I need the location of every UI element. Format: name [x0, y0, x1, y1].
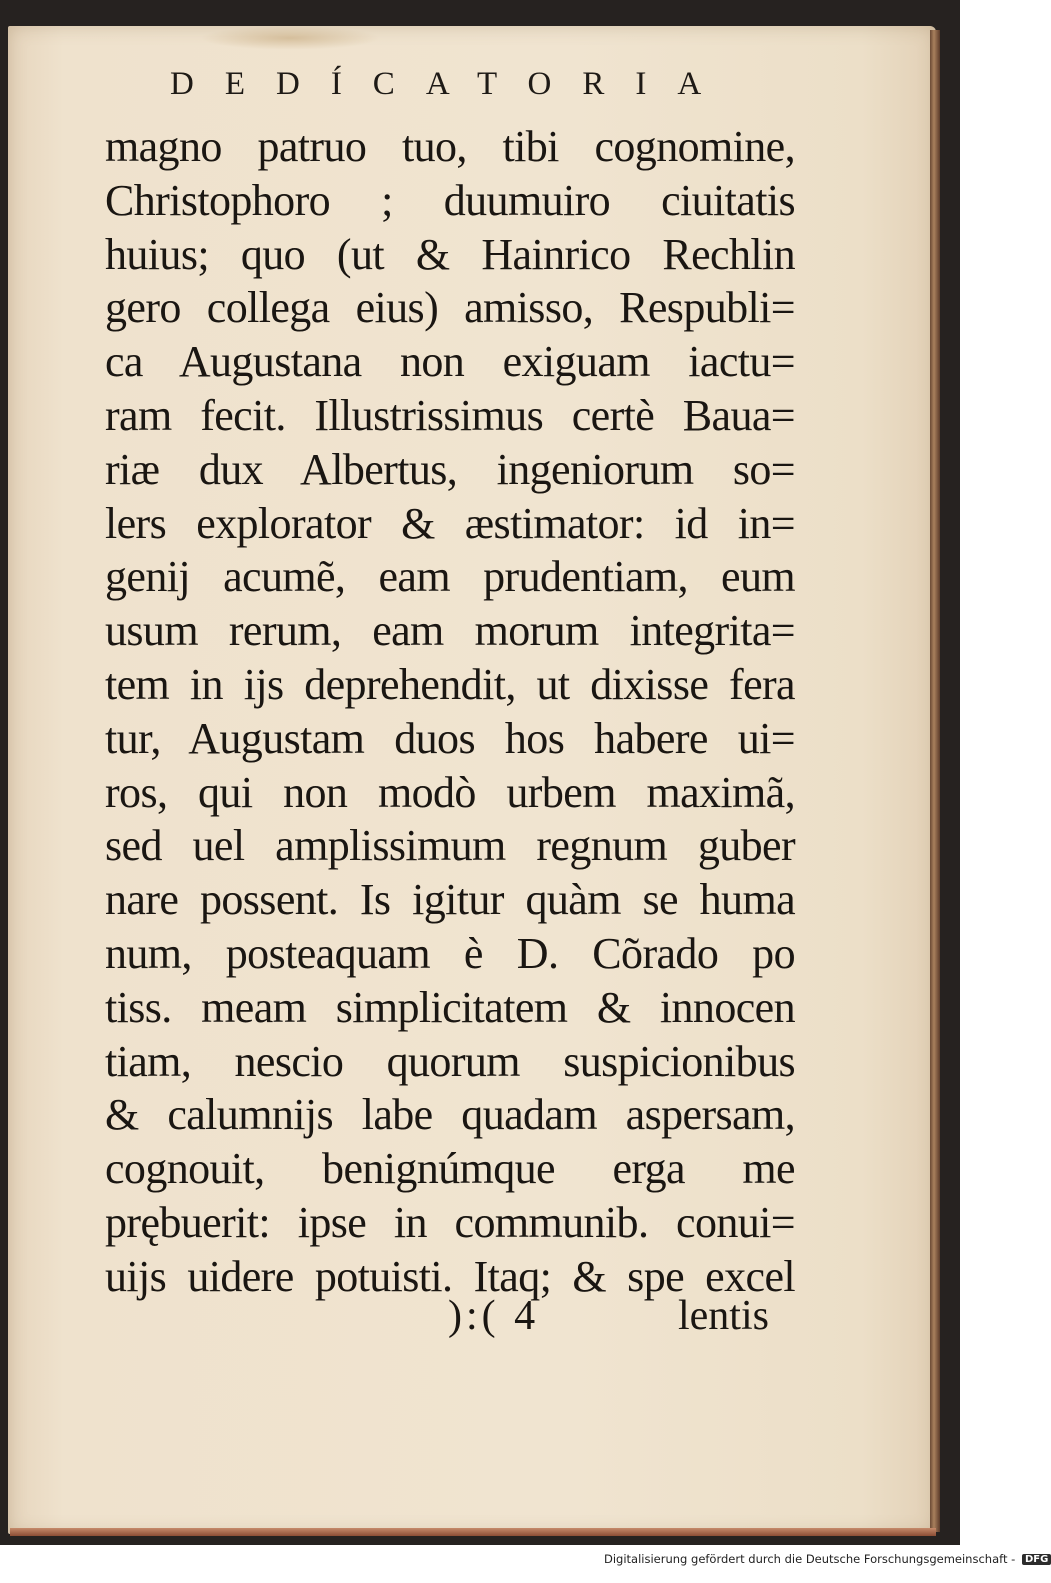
- digitization-credit: [604, 1552, 1049, 1566]
- page-stain: [200, 26, 380, 50]
- text-line: usum rerum, eam morum integrita=: [105, 606, 795, 656]
- catchword: lentis: [678, 1293, 769, 1339]
- text-line: Christophoro ; duumuiro ciuitatis: [105, 175, 795, 225]
- text-line: ros, qui non modò urbem maximã,: [105, 767, 795, 817]
- text-line: ram fecit. Illustrissimus certè Baua=: [105, 390, 795, 440]
- dfg-logo: DFG: [1022, 1554, 1051, 1565]
- text-line: tiss. meam simplicitatem & innocen: [105, 982, 795, 1032]
- text-line: prębuerit: ipse in communib. conui=: [105, 1197, 795, 1247]
- text-line: magno patruo tuo, tibi cognomine,: [105, 122, 795, 171]
- page-bottom-edge: [10, 1528, 936, 1536]
- text-line: ca Augustana non exiguam iactu=: [105, 337, 795, 387]
- running-head: DEDÍCATORIA: [170, 66, 733, 102]
- text-line: tem in ijs deprehendit, ut dixisse fera: [105, 659, 795, 709]
- text-line: huius; quo (ut & Hainrico Rechlin: [105, 229, 795, 279]
- text-line: & calumnijs labe quadam aspersam,: [105, 1090, 795, 1140]
- text-line: tur, Augustam duos hos habere ui=: [105, 713, 795, 763]
- credit-text: Digitalisierung gefördert durch die Deutsche Forschungsgemeinschaft -: [604, 1552, 1016, 1566]
- text-line: riæ dux Albertus, ingeniorum so=: [105, 444, 795, 494]
- text-line: sed uel amplissimum regnum guber: [105, 821, 795, 871]
- text-line: tiam, nescio quorum suspicionibus: [105, 1036, 795, 1086]
- text-line: cognouit, benignúmque erga me: [105, 1144, 795, 1194]
- text-line: gero collega eius) amisso, Respubli=: [105, 283, 795, 333]
- text-line: lers explorator & æstimator: id in=: [105, 498, 795, 548]
- page-edge: [930, 30, 940, 1532]
- signature-mark: ):( 4: [448, 1293, 540, 1339]
- text-line: genij acumẽ, eam prudentiam, eum: [105, 552, 795, 602]
- text-line: nare possent. Is igitur quàm se huma: [105, 875, 795, 925]
- text-block: [105, 120, 795, 1304]
- text-line: num, posteaquam è D. Cõrado po: [105, 928, 795, 978]
- text-line: uijs uidere potuisti. Itaq; & spe excel: [105, 1251, 795, 1301]
